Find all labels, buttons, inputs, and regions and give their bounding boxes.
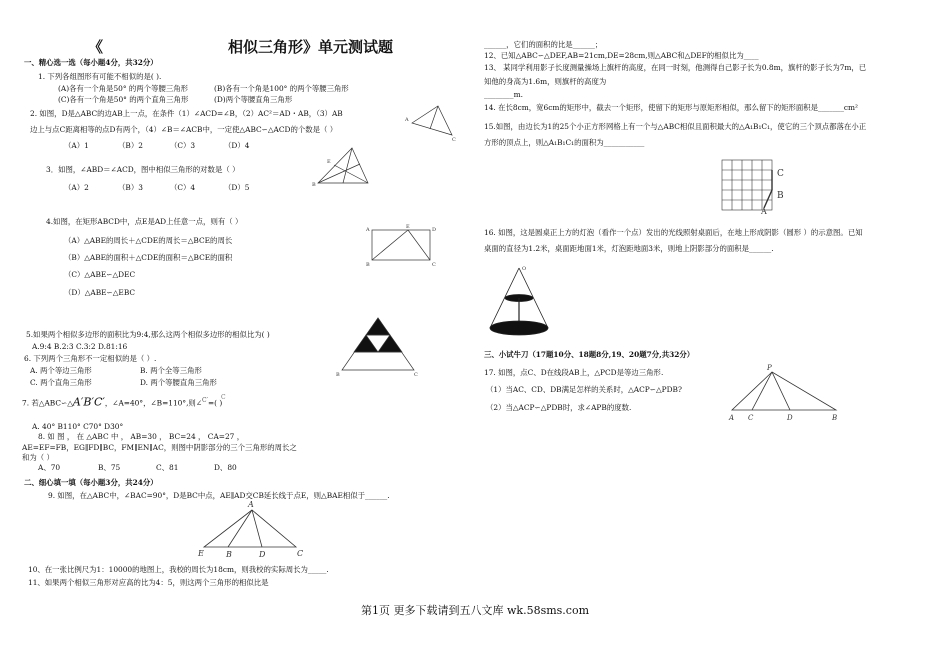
q2-option-a: （A）1 xyxy=(64,141,89,150)
q16-line-2: 桌面的直径为1.2米，桌面距地面1米，灯泡距地面3米，则地上阴影部分的面积是______. xyxy=(484,244,774,253)
q8-label-c: C xyxy=(414,372,418,378)
q1-option-a: (A)各有一个角是50° 的两个等腰三角形 xyxy=(58,84,189,93)
q15-line-2: 方形的顶点上，则△A₁B₁C₁的面积为___________ xyxy=(484,138,645,147)
q4-label-e: E xyxy=(406,224,410,230)
q4-label-d: D xyxy=(432,227,437,233)
q1-option-d: (D)两个等腰直角三角形 xyxy=(214,95,293,104)
q3-stem: 3．如图，∠ABD＝∠ACD，图中相似三角形的对数是（ ） xyxy=(46,165,240,174)
q6-option-c: C. 两个直角三角形 xyxy=(30,378,92,387)
q2-option-b: （B）2 xyxy=(118,141,143,150)
q7-text-d: =( ) xyxy=(207,398,223,408)
q7-text-a: 7. 若△ABC∽△ xyxy=(22,398,73,408)
q7-text-c: C′ xyxy=(202,397,208,404)
q2-line-2: 边上与点C距离相等的点D有两个，（4）∠B＝∠ACB中，一定使△ABC∽△ACD的个数是（ ） xyxy=(30,125,338,134)
q13-line-3: ________m. xyxy=(484,90,523,99)
q4-option-b: （B）△ABE的面积＋△CDE的面积＝△BCE的面积 xyxy=(64,253,233,262)
q2-line-1: 2. 如图，D是△ABC的边AB上一点，在条件（1）∠ACD=∠B，（2）AC²＝AD・AB，（3）AB xyxy=(30,109,343,118)
q4-label-c: C xyxy=(432,262,436,268)
q9-stem: 9. 如图，在△ABC中，∠BAC=90°，D是BC中点，AE∥AD交CB延长线于点E，则△BAE相似于______. xyxy=(48,491,390,500)
q3-label-e: E xyxy=(327,159,331,165)
q3-option-b: （B）3 xyxy=(118,183,143,192)
section-3-header: 三、小试牛刀（17题10分、18题8分,19、20题7分,共32分） xyxy=(484,350,695,359)
q1-option-c: (C)各有一个角是50° 的两个直角三角形 xyxy=(58,95,189,104)
q2-label-c: C xyxy=(452,137,456,143)
q16-label-o: O xyxy=(522,266,527,272)
q8-line-3: 和为（ ） xyxy=(22,453,54,462)
q7-symbol: A′B′C′ xyxy=(72,395,105,409)
q1-option-b: (B)各有一个角是100° 的两个等腰三角形 xyxy=(214,84,349,93)
q9-figure xyxy=(197,500,303,559)
q16-lamp-figure xyxy=(490,266,548,335)
q15-label-c: C xyxy=(777,169,784,179)
q12-stem: 12、已知△ABC∽△DEF,AB=21cm,DE=28cm,则△ABC和△DEF的相似比为____ xyxy=(484,51,759,60)
q4-option-c: （C）△ABE∽△DEC xyxy=(64,270,136,279)
q15-line-1: 15.如图，由边长为1的25个小正方形网格上有一个与△ABC相似且面积最大的△A₁B₁C₁，使它的三个顶点都落在小正 xyxy=(484,122,867,131)
q11-continued: ______，它们的面积的比是______； xyxy=(484,40,603,49)
q7-text-b: ，∠A=40°，∠B=110°,则∠ xyxy=(104,398,203,408)
q8-option-a: A、70 xyxy=(38,463,61,472)
q7-angle-mark: C xyxy=(221,394,226,401)
section-1-header: 一、精心选一选（每小题4分，共32分） xyxy=(24,58,158,67)
q10-stem: 10、在一张比例尺为1：10000的地图上，我校的周长为18cm，则我校的实际周长为_____. xyxy=(28,565,329,574)
q3-option-c: （C）4 xyxy=(170,183,196,192)
page-title: 相似三角形》单元测试题 xyxy=(228,38,394,56)
q9-label-d: D xyxy=(259,550,266,559)
q15-label-b: B xyxy=(777,191,784,201)
q2-option-c: （C）3 xyxy=(170,141,196,150)
q2-label-a: A xyxy=(405,117,409,123)
q8-figure xyxy=(336,318,418,378)
q17-label-a: A xyxy=(729,414,735,422)
q8-label-b: B xyxy=(336,372,340,378)
q8-option-b: B、75 xyxy=(98,463,121,472)
q4-stem: 4.如图，在矩形ABCD中，点E是AD上任意一点，则有（ ） xyxy=(46,217,243,226)
q5-stem: 5.如果两个相似多边形的面积比为9:4,那么这两个相似多边形的相似比为( ) xyxy=(26,330,270,339)
q4-figure xyxy=(365,224,436,268)
q15-label-a: A xyxy=(761,207,767,216)
q6-option-a: A. 两个等边三角形 xyxy=(30,366,92,375)
q8-option-c: C、81 xyxy=(156,463,179,472)
q2-option-d: （D）4 xyxy=(224,141,250,150)
q9-label-a: A xyxy=(248,500,254,509)
q11-stem: 11、如果两个相似三角形对应高的比为4：5，则这两个三角形的相似比是 xyxy=(28,578,269,587)
q9-label-b: B xyxy=(226,550,232,559)
q1-stem: 1. 下列各组图形有可能不相似的是( ). xyxy=(38,72,162,81)
q3-label-b: B xyxy=(312,182,316,188)
q8-option-d: D、80 xyxy=(214,463,237,472)
q17-label-d: D xyxy=(787,414,793,422)
q17-figure xyxy=(728,364,837,422)
q17-part-1: （1）当AC、CD、DB满足怎样的关系时，△ACP∽△PDB? xyxy=(486,385,682,394)
q6-stem: 6. 下列两个三角形不一定相似的是（ ）. xyxy=(24,354,157,363)
q4-label-a: A xyxy=(366,227,370,233)
q13-line-2: 知他的身高为1.6m，则旗杆的高度为 xyxy=(484,77,607,86)
q17-part-2: （2）当△ACP∽△PDB时，求∠APB的度数. xyxy=(486,403,632,412)
q9-label-e: E xyxy=(198,549,204,558)
q17-label-c: C xyxy=(748,414,754,422)
q2-figure xyxy=(404,106,456,143)
q6-option-b: B. 两个全等三角形 xyxy=(140,366,202,375)
page-footer: 第1页 更多下载请到五八文库 wk.58sms.com xyxy=(361,604,589,617)
q17-label-p: P xyxy=(767,364,772,372)
q3-option-d: （D）5 xyxy=(224,183,250,192)
q14-stem: 14. 在长8cm，宽6cm的矩形中，截去一个矩形，使留下的矩形与原矩形相似，那么留下的矩形面积是_______cm² xyxy=(484,103,859,112)
q3-figure xyxy=(312,148,368,188)
q17-stem: 17. 如图，点C、D在线段AB上，△PCD是等边三角形. xyxy=(484,368,664,377)
section-2-header: 二、细心填一填（每小题3分，共24分） xyxy=(24,478,158,487)
q4-option-d: （D）△ABE∽△EBC xyxy=(64,288,136,297)
q15-grid-figure xyxy=(722,160,784,216)
q7-options: A. 40° B110° C70° D30° xyxy=(32,422,124,431)
q8-line-1: 8. 如 图 ， 在 △ABC 中 ， AB=30 ， BC=24 ， CA=27 ， xyxy=(38,432,245,441)
q5-options: A.9:4 B.2:3 C.3:2 D.81:16 xyxy=(32,342,128,351)
q17-label-b: B xyxy=(832,414,838,422)
q4-label-b: B xyxy=(366,262,370,268)
title-left-mark: 《 xyxy=(88,38,104,56)
q6-option-d: D. 两个等腰直角三角形 xyxy=(140,378,217,387)
q8-line-2: AE=EF=FB，EG∥FD∥BC，FM∥EN∥AC，则图中阴影部分的三个三角形的周长之 xyxy=(22,443,297,452)
q9-label-c: C xyxy=(297,549,304,558)
q4-option-a: （A）△ABE的周长＋△CDE的周长＝△BCE的周长 xyxy=(64,236,233,245)
q3-option-a: （A）2 xyxy=(64,183,89,192)
q16-line-1: 16. 如图，这是圆桌正上方的灯泡（看作一个点）发出的光线照射桌面后，在地上形成阴影（圆形 ）的示意图。已知 xyxy=(484,228,863,237)
q13-line-1: 13、 某同学利用影子长度测量操场上旗杆的高度，在同一时刻，他测得自己影子长为0.8m，旗杆的影子长为7m，已 xyxy=(484,63,867,72)
